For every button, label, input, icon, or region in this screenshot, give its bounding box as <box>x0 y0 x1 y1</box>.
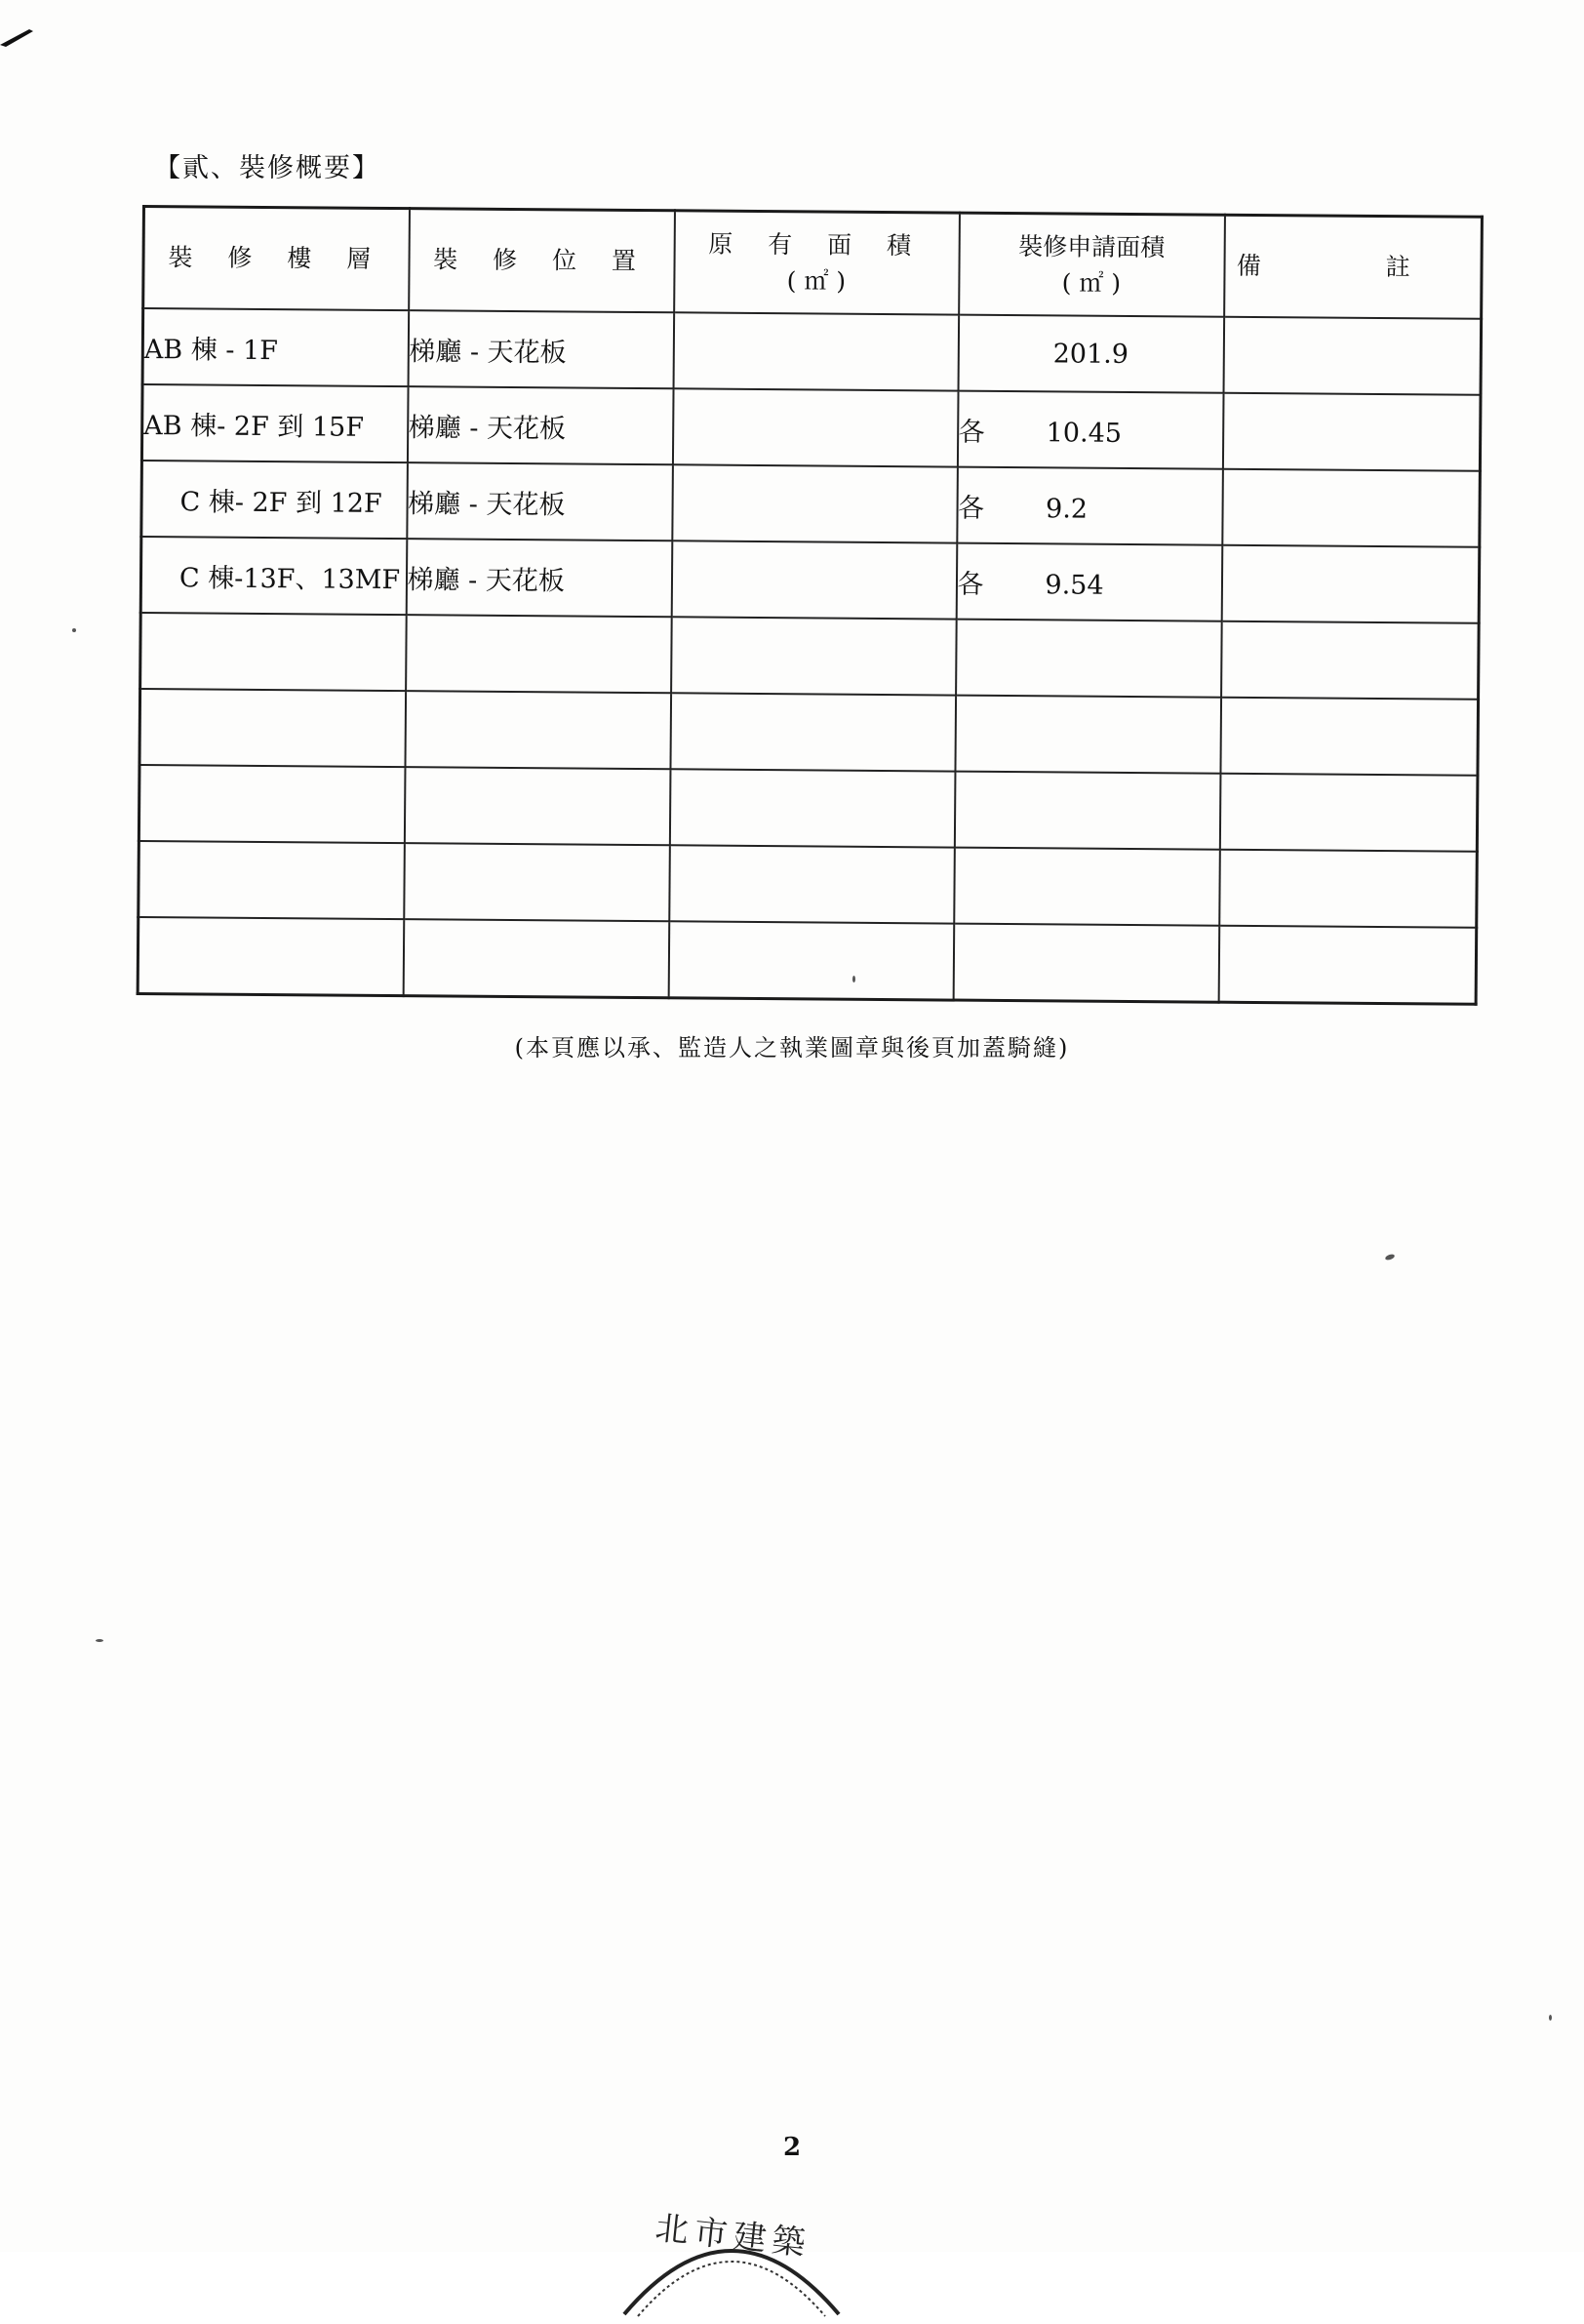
empty-cell <box>404 767 670 845</box>
empty-cell <box>669 769 955 847</box>
table-row <box>141 384 1481 471</box>
cell-location: 梯廳 - 天花板 <box>407 462 673 541</box>
cell-applied-area: 各 10.45 <box>957 391 1223 469</box>
empty-cell <box>139 689 406 767</box>
each-prefix: 各 <box>957 569 984 600</box>
cell-original-area <box>671 541 957 619</box>
empty-cell <box>1220 698 1479 776</box>
cell-floor: C 棟- 2F 到 12F <box>141 461 408 539</box>
header-applied-area: 裝修申請面積 ( ㎡ ) <box>959 213 1225 317</box>
empty-table-row <box>140 613 1480 700</box>
empty-cell <box>138 917 404 996</box>
header-original-area: 原 有 面 積 ( ㎡ ) <box>674 211 960 315</box>
section-title: 【貳、裝修概要】 <box>154 153 380 183</box>
each-prefix: 各 <box>957 493 985 524</box>
scan-speck <box>72 628 76 632</box>
each-prefix: 各 <box>958 417 985 448</box>
empty-cell <box>139 841 405 919</box>
seal-text: 北市建築 <box>653 2208 813 2264</box>
header-applied-area-unit: ( ㎡ ) <box>1061 268 1122 298</box>
cell-floor: AB 棟- 2F 到 15F <box>141 384 408 462</box>
cell-applied-area: 各 9.54 <box>956 543 1222 621</box>
scan-speck <box>1384 1253 1395 1261</box>
table-row <box>141 461 1481 547</box>
empty-cell <box>406 615 672 693</box>
empty-table-row <box>139 689 1479 776</box>
cell-applied-area: 201.9 <box>958 315 1224 393</box>
empty-cell <box>670 693 956 771</box>
page-number: 2 <box>782 2133 802 2162</box>
empty-table-row <box>139 765 1478 852</box>
empty-cell <box>403 919 669 998</box>
table-header-row <box>143 207 1483 319</box>
table-row <box>140 537 1480 623</box>
empty-cell <box>140 613 407 691</box>
header-remarks: 備 註 <box>1224 215 1483 319</box>
cell-original-area <box>672 388 958 466</box>
cell-location: 梯廳 - 天花板 <box>408 310 674 388</box>
cell-location: 梯廳 - 天花板 <box>407 386 673 464</box>
cell-floor: AB 棟 - 1F <box>142 308 409 386</box>
empty-cell <box>1218 926 1477 1005</box>
empty-cell <box>1221 621 1480 700</box>
renovation-summary-table <box>137 205 1484 1006</box>
empty-cell <box>668 921 954 1000</box>
header-location: 裝 修 位 置 <box>409 209 675 313</box>
scan-speck <box>96 1639 103 1642</box>
header-original-area-unit: ( ㎡ ) <box>786 266 847 296</box>
empty-cell <box>671 617 957 695</box>
cell-original-area <box>673 312 959 390</box>
empty-cell <box>1219 774 1478 852</box>
cell-original-area <box>672 464 958 542</box>
empty-table-row <box>138 917 1477 1004</box>
empty-cell <box>956 620 1222 698</box>
scan-speck <box>1549 2015 1552 2021</box>
header-floor: 裝 修 樓 層 <box>143 207 410 311</box>
cell-remarks <box>1222 469 1481 547</box>
empty-cell <box>1219 850 1478 928</box>
empty-cell <box>955 696 1221 774</box>
empty-cell <box>139 765 405 843</box>
empty-cell <box>405 691 671 769</box>
empty-table-row <box>139 841 1478 928</box>
cell-remarks <box>1221 545 1480 623</box>
empty-cell <box>404 843 670 921</box>
empty-cell <box>953 924 1219 1003</box>
cell-applied-area: 各 9.2 <box>957 467 1223 545</box>
stamp-instruction-note: (本頁應以承、監造人之執業圖章與後頁加蓋騎縫) <box>514 1034 1070 1062</box>
cell-location: 梯廳 - 天花板 <box>406 539 672 617</box>
cell-remarks <box>1223 317 1482 395</box>
scan-speck <box>852 976 855 982</box>
empty-cell <box>954 848 1220 926</box>
table-row <box>142 308 1482 395</box>
cell-remarks <box>1222 393 1481 471</box>
empty-cell <box>669 845 955 923</box>
scan-mark-icon <box>0 27 33 47</box>
cell-floor: C 棟-13F、13MF <box>140 537 407 615</box>
renovation-summary-table-wrapper <box>137 205 1481 1006</box>
empty-cell <box>954 772 1220 850</box>
